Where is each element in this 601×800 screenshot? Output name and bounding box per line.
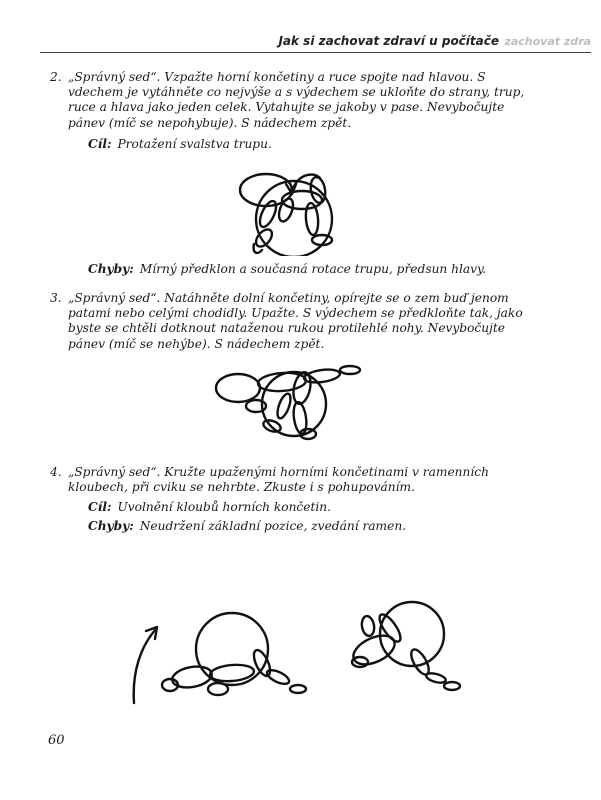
mistakes-text: Mírný předklon a současná rotace trupu, předsun hlavy. xyxy=(139,262,487,276)
goal-label: Cíl: xyxy=(88,500,112,514)
exercise-4-mistakes xyxy=(88,519,538,534)
goal-text: Protažení svalstva trupu. xyxy=(117,137,272,151)
exercise-2-mistakes xyxy=(88,262,538,277)
exercise-4 xyxy=(50,465,538,495)
exercise-3 xyxy=(50,291,538,352)
exercise-4-goal xyxy=(88,500,538,515)
exercise-text: „Správný sed“. Natáhněte dolní končetiny, opírejte se o zem buď jenom patami nebo celými chodidly. Upažte. S výdechem se předkloňte tak, jako byste se chtěli dotknout nataženou rukou protilehlé nohy. Nevybočujte pánev (míč se nehýbe). S nádechem zpět. xyxy=(68,291,523,351)
page-number: 60 xyxy=(48,733,65,748)
exercise-text: „Správný sed“. Kružte upaženými horními končetinami v ramenních kloubech, při cviku se nehrbte. Zkuste i s pohupováním. xyxy=(68,465,489,495)
goal-label: Cíl: xyxy=(88,137,112,151)
exercise-2-goal xyxy=(88,137,538,152)
exercise-number: 2. xyxy=(50,70,62,84)
rotation-arrow-icon xyxy=(134,629,156,703)
exercise-number: 4. xyxy=(50,465,62,479)
header-title: Jak si zachovat zdraví u počítače xyxy=(278,34,499,48)
header-bleed-through-text: zachovat zdra xyxy=(504,35,591,48)
mistakes-label: Chyby: xyxy=(88,519,134,533)
goal-text: Uvolnění kloubů horních končetin. xyxy=(117,500,331,514)
mistakes-label: Chyby: xyxy=(88,262,134,276)
exercise-4-illustration-right xyxy=(338,598,468,698)
header-rule xyxy=(40,52,591,53)
running-header xyxy=(40,34,591,54)
exercise-text: „Správný sed“. Vzpažte horní končetiny a ruce spojte nad hlavou. S vdechem je vytáhněte co nejvýše a s výdechem se ukloňte do strany, trup, ruce a hlava jako jeden celek. Vytahujte se jakoby v pase. Nevybočujte pánev (míč se nepohybuje). S nádechem zpět. xyxy=(68,70,525,130)
exercise-number: 3. xyxy=(50,291,62,305)
exercise-2-illustration xyxy=(234,164,349,256)
exercise-3-illustration xyxy=(212,362,362,442)
exercise-2 xyxy=(50,70,538,131)
mistakes-text: Neudržení základní pozice, zvedání ramen. xyxy=(139,519,407,533)
exercise-4-illustration-left xyxy=(122,603,312,713)
